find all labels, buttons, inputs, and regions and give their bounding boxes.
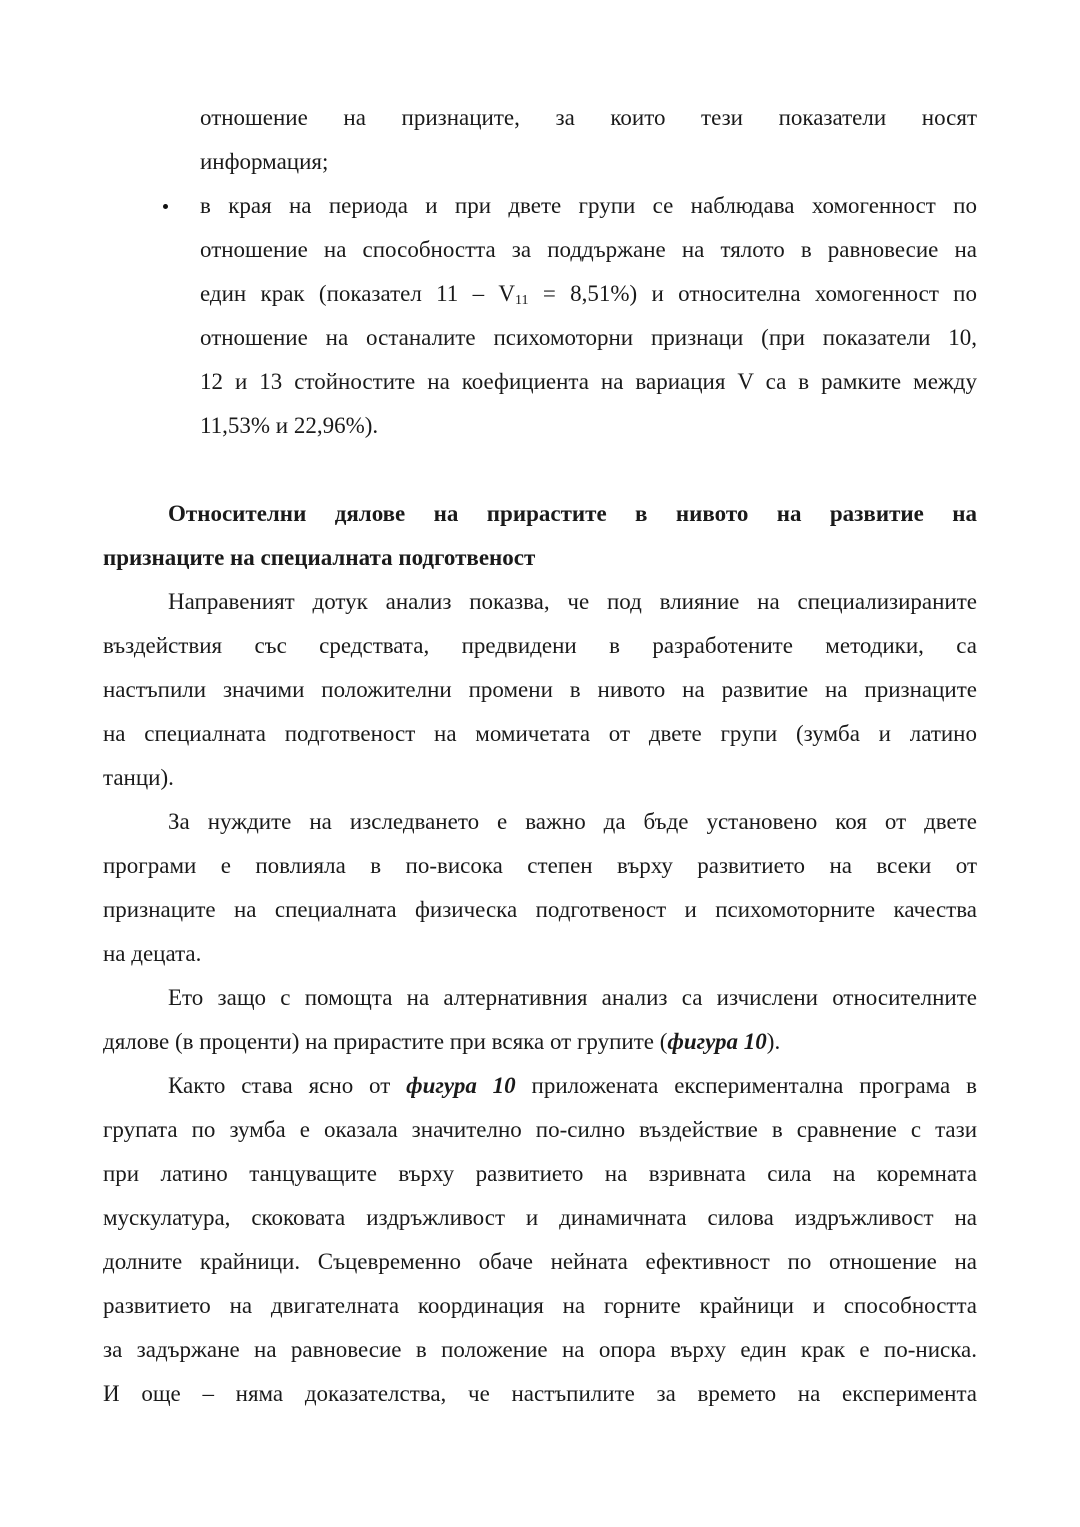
text-line: информация; [200,149,329,174]
text-segment: дялове (в проценти) на прирастите при всяка от групите ( [103,1029,668,1054]
text-line [103,1064,977,1108]
heading-line: Относителни дялове на прирастите в нивото на развитие на [168,501,977,526]
text-line: 12 и 13 стойностите на коефициента на вариация V са в рамките между [200,369,977,394]
text-line: 11,53% и 22,96%). [200,413,379,438]
text-line: отношение на останалите психомоторни признаци (при показатели 10, [200,325,977,350]
text-line: Направеният дотук анализ показва, че под влияние на специализираните [168,589,977,614]
text-line: мускулатура, скоковата издръжливост и динамичната силова издръжливост на [103,1205,977,1230]
text-line: въздействия със средствата, предвидени в разработените методики, са [103,633,977,658]
text-line: признаците на специалната физическа подготвеност и психомоторните качества [103,897,977,922]
figure-reference: фигура 10 [667,1029,767,1054]
list-item [200,184,977,448]
paragraph [103,800,977,976]
text-line: танци). [103,765,174,790]
text-segment: приложената експериментална програма в [515,1073,977,1098]
paragraph [103,1064,977,1416]
text-line [103,1020,977,1064]
text-line: За нуждите на изследването е важно да бъде установено коя от двете [168,809,977,834]
text-line: И още – няма доказателства, че настъпилите за времето на експеримента [103,1381,977,1406]
text-line: за задържане на равновесие в положение на опора върху един крак е по-ниска. [103,1337,977,1362]
text-line: на децата. [103,941,202,966]
text-line: Ето защо с помощта на алтернативния анализ са изчислени относителните [168,985,977,1010]
spacer [103,448,977,492]
text-line: програми е повлияла в по-висока степен върху развитието на всеки от [103,853,977,878]
document-page [103,96,977,1416]
text-line: отношение на признаците, за които тези показатели носят [200,105,977,130]
text-line [200,272,977,316]
text-segment: = 8,51%) и относителна хомогенност по [528,281,977,306]
text-line: долните крайници. Съцевременно обаче нейната ефективност по отношение на [103,1249,977,1274]
text-line: в края на периода и при двете групи се наблюдава хомогенност по [200,193,977,218]
subscript: 11 [515,293,529,308]
section-heading [103,492,977,580]
text-segment: Както става ясно от [168,1073,407,1098]
figure-reference: фигура 10 [406,1073,516,1098]
heading-line: признаците на специалната подготвеност [103,545,536,570]
text-segment: един крак (показател 11 – V [200,281,516,306]
bullet-icon [163,184,173,228]
text-line: настъпили значими положителни промени в нивото на развитие на признаците [103,677,977,702]
list-item-continuation [200,96,977,184]
text-line: при латино танцуващите върху развитието на взривната сила на коремната [103,1161,977,1186]
text-line: на специалната подготвеност на момичетата от двете групи (зумба и латино [103,721,977,746]
text-segment: ). [766,1029,781,1054]
text-line: отношение на способността за поддържане на тялото в равновесие на [200,237,977,262]
paragraph [103,976,977,1064]
text-line: развитието на двигателната координация на горните крайници и способността [103,1293,977,1318]
paragraph [103,580,977,800]
text-line: групата по зумба е оказала значително по-силно въздействие в сравнение с тази [103,1117,977,1142]
